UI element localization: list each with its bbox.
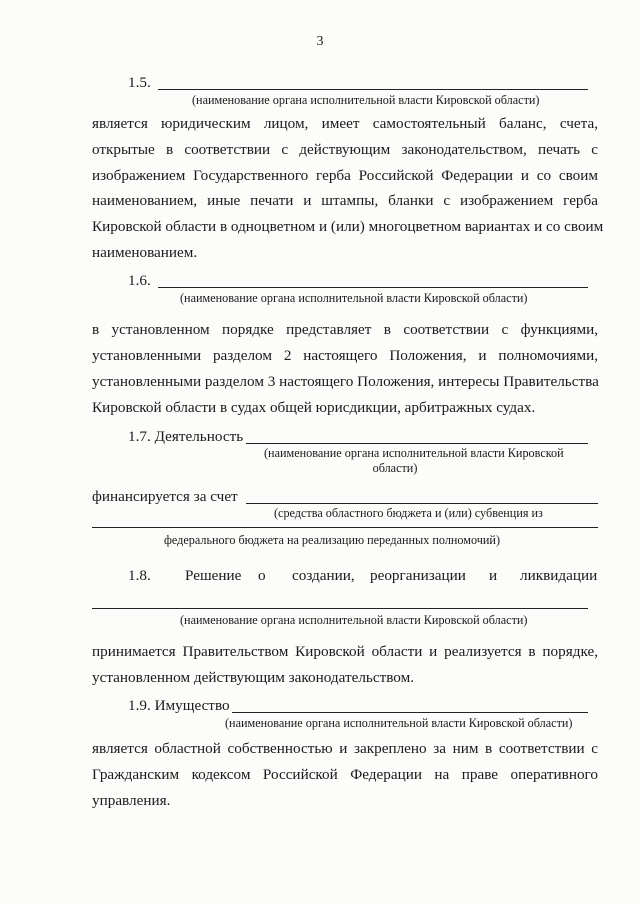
clause-1-5-line-2: открытые в соответствии с действующим законодательством, печать с: [92, 141, 598, 158]
clause-1-5-number: 1.5.: [128, 74, 151, 91]
clause-1-9-line-1: является областной собственностью и закреплено за ним в соответствии с: [92, 740, 598, 757]
clause-1-8-caption: (наименование органа исполнительной власти Кировской области): [180, 613, 528, 627]
clause-1-5-line-4: наименованием, иные печати и штампы, бланки с изображением герба: [92, 192, 598, 209]
clause-1-8-word-3: создании,: [292, 567, 355, 584]
clause-1-8-number: 1.8.: [128, 567, 151, 584]
clause-1-6-line-3: установленными разделом 3 настоящего Положения, интересы Правительства: [92, 373, 599, 390]
clause-1-6-line-1: в установленном порядке представляет в соответствии с функциями,: [92, 321, 598, 338]
clause-1-5-line-1: является юридическим лицом, имеет самостоятельный баланс, счета,: [92, 115, 598, 132]
clause-1-8-word-2: о: [258, 567, 266, 584]
clause-1-9-line-2: Гражданским кодексом Российской Федерации на праве оперативного: [92, 766, 598, 783]
clause-1-6-blank[interactable]: [158, 287, 588, 288]
clause-1-7-lead: 1.7. Деятельность: [128, 428, 244, 445]
clause-1-6-number: 1.6.: [128, 272, 151, 289]
clause-1-8-blank[interactable]: [92, 608, 588, 609]
clause-1-8-word-1: Решение: [185, 567, 242, 584]
page-number: 3: [316, 34, 324, 49]
clause-1-5-caption: (наименование органа исполнительной власти Кировской области): [192, 93, 540, 107]
clause-1-5-line-5: Кировской области в одноцветном и (или) многоцветном вариантах и со своим: [92, 218, 604, 235]
clause-1-7-financed: финансируется за счет: [92, 488, 238, 505]
clause-1-8-word-4: реорганизации: [370, 567, 466, 584]
clause-1-7-blank[interactable]: [246, 443, 588, 444]
clause-1-9-blank[interactable]: [232, 712, 588, 713]
clause-1-7-funding-blank[interactable]: [246, 503, 598, 504]
clause-1-9-line-3: управления.: [92, 792, 171, 809]
clause-1-7-caption-line-2: области): [372, 461, 418, 475]
clause-1-7-caption-line-1: (наименование органа исполнительной власти Кировской: [264, 446, 564, 460]
clause-1-7-funding-caption-2: федерального бюджета на реализацию переданных полномочий): [164, 533, 501, 547]
clause-1-5-blank[interactable]: [158, 89, 588, 90]
clause-1-8-word-5: и: [489, 567, 498, 584]
clause-1-7-funding-blank-2[interactable]: [92, 527, 598, 528]
clause-1-8-line-1: принимается Правительством Кировской области и реализуется в порядке,: [92, 643, 598, 660]
clause-1-6-line-2: установленными разделом 2 настоящего Положения, и полномочиями,: [92, 347, 598, 364]
clause-1-8-word-6: ликвидации: [520, 567, 598, 584]
clause-1-9-lead: 1.9. Имущество: [128, 697, 230, 714]
clause-1-5-line-6: наименованием.: [92, 244, 198, 261]
clause-1-8-line-2: установленном действующим законодательством.: [92, 669, 415, 686]
clause-1-5-line-3: изображением Государственного герба Российской Федерации и со своим: [92, 167, 598, 184]
clause-1-6-line-4: Кировской области в судах общей юрисдикции, арбитражных судах.: [92, 399, 536, 416]
clause-1-7-funding-caption-1: (средства областного бюджета и (или) субвенция из: [274, 506, 543, 520]
clause-1-9-caption: (наименование органа исполнительной власти Кировской области): [225, 716, 573, 730]
clause-1-6-caption: (наименование органа исполнительной власти Кировской области): [180, 291, 528, 305]
